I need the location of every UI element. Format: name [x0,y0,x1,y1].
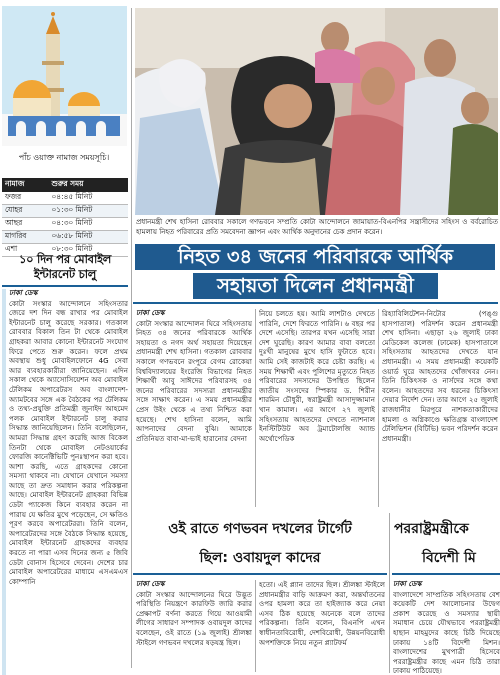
mobile-headline-line2: ইন্টারনেট চালু [33,267,97,281]
prayer-time: ০৪:৩০ মিনিট [49,218,129,231]
table-row [2,231,128,244]
divider [131,8,132,668]
dateline: ঢাকা ডেস্ক [136,309,165,317]
main-headline-line2: সহায়তা দিলেন প্রধানমন্ত্রী [217,274,414,297]
prayer-name: যোহর [2,205,49,218]
prayer-header-time: শুরুর সময় [49,178,129,192]
prayer-name: আছর [2,218,49,231]
story-body: কোটা সংস্কার আন্দোলনে সহিংসতার জেরে দশ দিন বন্ধ রাখার পর মোবাইল ইন্টারনেট চালু করেছে সরকার। গতকাল রোববার বিকাল তিন টা থেকে মোবাইল গ্রাহকরা আবার কোনো ইন্টারনেট সংযোগ ফিরে পেতে শুরু করেন। ফলে প্রথম অবস্থায় শুধু মোবাইলফোনে 4G সেবা আর ব্যবহারকারীরা জানিয়েছেন। এদিন সকাল থেকে অ্যাসোসিয়েশন অব মোবাইল টেলিকম অপারেটরস অব বাংলাদেশ-অ্যামটবের সঙ্গে এক বৈঠকের পর টেলিকম ও তথ্য-প্রযুক্তি প্রতিমন্ত্রী জুনাইদ আহমেদ পলক মোবাইল ইন্টারনেট চালু করার সিদ্ধান্ত জানিয়েছিলেন। তিনি বলেছিলেন, আমরা সিদ্ধান্ত গ্রহণ করেছি আজ বিকেল তিনটা থেকে মোবাইল নেটওয়ার্কের ফোরজি কানেক্টিভিটি পুনঃস্থাপন করা হবে। আশা করছি, এতে গ্রাহকদের কোনো সমস্যা থাকবে না। যেখানে যেখানে সমস্যা আছে তা দ্রুত সমাধান করার পরিকল্পনা আছে। মোবাইল ইন্টারনেট গ্রাহকরা বিভিন্ন ডেটা প্যাকেজ কিনে ব্যবহার করেন না পারায় যে ক্ষতির মুখে পড়েছেন, সে ক্ষতিও পূরণ করবে অপারেটররা। তিনি বলেন, অপারেটরদের সঙ্গে বৈঠকে সিদ্ধান্ত হয়েছে, মোবাইল ইন্টারনেট গ্রাহকদের ব্যবহার করতে না পারা এসব দিনের জন্য ৫ জিবি ডেটা বোনাস হিসেবে দেবেন। দেশের চার মোবাইল অপারেটরের মাধ্যমে এসএমএস কোম্পানি [9,298,128,586]
photo-caption: প্রধানমন্ত্রী শেখ হাসিনা রোববার সকালে গণভবনে সম্প্রতি কোটা আন্দোলনে জামায়াত-বিএনপির সন্ত্রাসীদের সহিংস ও বর্বরোচিত হামলায় নিহত পরিবারের প্রতি সমবেদনা জ্ঞাপন এবং আর্থিক অনুদানের চেক প্রদান করেন। [136,218,498,236]
prayer-name: এশা [2,244,49,257]
prayer-name: ফজর [2,192,49,205]
main-headline[interactable] [133,242,498,304]
table-row [2,205,128,218]
dateline: ঢাকা ডেস্ক [9,289,38,297]
story-body: নিয়ে চলতে হয়। আমি লাশটাও দেখতে পারিনি, দেশে ফিরতে পারিনি। ৬ বছর পর দেশে এসেছি। তারপর যখন এসেছি সারা দেশ ঘুরেছি। কারণ আমার বাবা বলতো দুঃখী মানুষের মুখে হাসি ফুটাতে হবে। আমি সেই কাজটাই করে চেষ্টা করছি। এ সময় শিক্ষার্থী এবং পুলিশের মৃত্যুতে নিহত পরিবারের সদস্যদের উপস্থিত ছিলেন জাতীয় সংসদের স্পিকার ড. শিরীন শারমিন চৌধুরী, স্বরাষ্ট্রমন্ত্রী আসাদুজ্জামান খান কামাল। এর আগে ২৭ জুলাই সহিংসতায় আহতদের দেখতে ন্যাশনাল ইনস্টিটিউট অব ট্রমাটোলজি অ্যান্ড অর্থোপেডিক [259,309,375,443]
second-story-col1 [136,580,252,675]
mobile-headline-line1: ১০ দিন পর মোবাইল [18,252,112,266]
table-row [2,192,128,205]
second-story-headline[interactable] [133,513,387,575]
dateline: ঢাকা ডেস্ক [393,580,422,588]
story-body: কোটা সংস্কার আন্দোলন ঘিরে সহিংসতায় নিহত ৩৪ জনের পরিবারকে আর্থিক সহায়তা ও নগদ অর্থ সহায়তা দিয়েছেন প্রধানমন্ত্রী শেখ হাসিনা। গতকাল রোববার সকালে গণভবনে রংপুরে বেগম রোকেয়া বিশ্ববিদ্যালয়ের ইংরেজি বিভাগের নিহত শিক্ষার্থী আবু সাঈদের পরিবারসহ ৩৪ জনের পরিবারের সদস্যরা প্রধানমন্ত্রীর সঙ্গে সাক্ষাৎ করেন। এ সময় প্রধানমন্ত্রীর প্রেস উইং থেকে এ তথ্য নিশ্চিত করা হয়েছে। শেখ হাসিনা বলেন, আমি আপনাদের বেদনা বুঝি। আমাকে প্রতিনিয়ত বাবা-মা-ভাই হারানোর বেদনা [136,318,252,443]
third-story-headline[interactable] [392,513,500,575]
main-story-col3 [382,309,498,509]
dateline: ঢাকা ডেস্ক [136,580,165,588]
third-headline-line2: বিদেশী মি [422,550,476,566]
news-photo [135,8,498,215]
story-body: কোটা সংস্কার আন্দোলনের ঘিরে উদ্ভূত পরিস্থিতি নিয়ন্ত্রণে কারফিউ জারি করার প্রেক্ষাপট বর্ণনা করতে গিয়ে আওয়ামী লীগের সাধারণ সম্পাদক ওবায়দুল কাদের বলেছেন, ওই রাতে (১৯ জুলাই) শ্রীলঙ্কা স্টাইলে গণভবন দখলের ষড়যন্ত্র ছিল। [136,589,252,647]
left-column [0,0,131,675]
prayer-time: ০১:৩০ মিনিট [49,205,129,218]
prayer-name: মাগরিব [2,231,49,244]
mobile-internet-story [2,289,128,675]
third-headline-line1: পররাষ্ট্রমন্ত্রীকে [394,521,469,537]
table-row [2,218,128,231]
second-headline-line2: ছিল: ওবায়দুল কাদের [199,550,321,566]
prayer-time: ০৮:৩০ মিনিট [49,244,129,257]
mobile-internet-headline[interactable] [2,252,128,282]
main-story-col1 [136,309,252,509]
prayer-time: ০৬:৫৮ মিনিট [49,231,129,244]
second-headline-line1: ওই রাতে গণভবন দখলের টার্গেট [168,521,352,537]
divider [378,309,379,507]
story-body: রিহ্যাবিলিটেশন-নিটোর (পঙ্গু হাসপাতাল) পরিদর্শন করেন প্রধানমন্ত্রী শেখ হাসিনা। এছাড়া ২৬ জুলাই ঢাকা মেডিকেল কলেজ (ঢামেক) হাসপাতালে সহিংসতায় আহতদের দেখতে যান প্রধানমন্ত্রী। এ সময় প্রধানমন্ত্রী কয়েকটি ওয়ার্ড ঘুরে আহতদের খোঁজখবর নেন। তিনি চিকিৎসক ও নার্সদের সঙ্গে কথা বলেন। আহতদের সব ধরনের চিকিৎসা দেয়ার নির্দেশ দেন। তার আগে ২৫ জুলাই রাজধানীর মিরপুরে নাশকতাকারীদের হামলা ও অগ্নিকাণ্ডে ক্ষতিগ্রস্ত বাংলাদেশ টেলিভিশন (বিটিভি) ভবন পরিদর্শন করেন প্রধানমন্ত্রী। [382,309,498,443]
prayer-time: ০৪:৪৫ মিনিট [49,192,129,205]
photo-illustration [135,8,498,215]
third-story-body [393,580,500,675]
story-body: হতো। এই প্ল্যান তাদের ছিল। শ্রীলঙ্কা স্টাইলে প্রধানমন্ত্রীর বাড়ি আক্রমণ করা, অন্তর্ঘাতনের ওপর হামলা করে তা হাইজ্যাক করে নেয়া এসব ঠিক হয়েছে অনেকে বলে তাদের পরিকল্পনা। তিনি বলেন, বিএনপি এখন স্বাধীনতাবিরোধী, দেশবিরোধী, উন্নয়নবিরোধী অপশক্তিকে নিয়ে নতুন প্ল্যাটফর্ম [259,580,385,647]
divider [2,285,128,287]
main-headline-line1: নিহত ৩৪ জনের পরিবারকে আর্থিক [177,245,454,268]
divider [255,309,256,507]
mosque-illustration [2,6,127,146]
main-story-col2 [259,309,375,509]
divider [389,513,390,673]
divider [255,580,256,672]
mosque-icon [2,6,127,146]
prayer-header-name: নামাজ [2,178,49,192]
prayer-times-table [2,178,128,257]
story-body: বাংলাদেশে সাম্প্রতিক সহিংসতায় বেশ কয়েকটি দেশ আলোচনার উদ্বেগ প্রকাশ করেছে ও সমস্যার স্থায়ী সমাধান চেয়ে যৌথভাবে পররাষ্ট্রমন্ত্রী হাছান মাহমুদের কাছে চিঠি দিয়েছে ঢাকায় ১৪টি বিদেশী মিশন। বাংলাদেশের মুখপাত্রী হিসেবে পররাষ্ট্রমন্ত্রীর কাছে এমন চিঠি তারা ঢাকায় পাঠিয়েছে। [393,589,500,675]
second-story-col2 [259,580,385,675]
prayer-caption: পাঁচ ওয়াক্ত নামাজ সময়সূচি। [18,153,110,162]
